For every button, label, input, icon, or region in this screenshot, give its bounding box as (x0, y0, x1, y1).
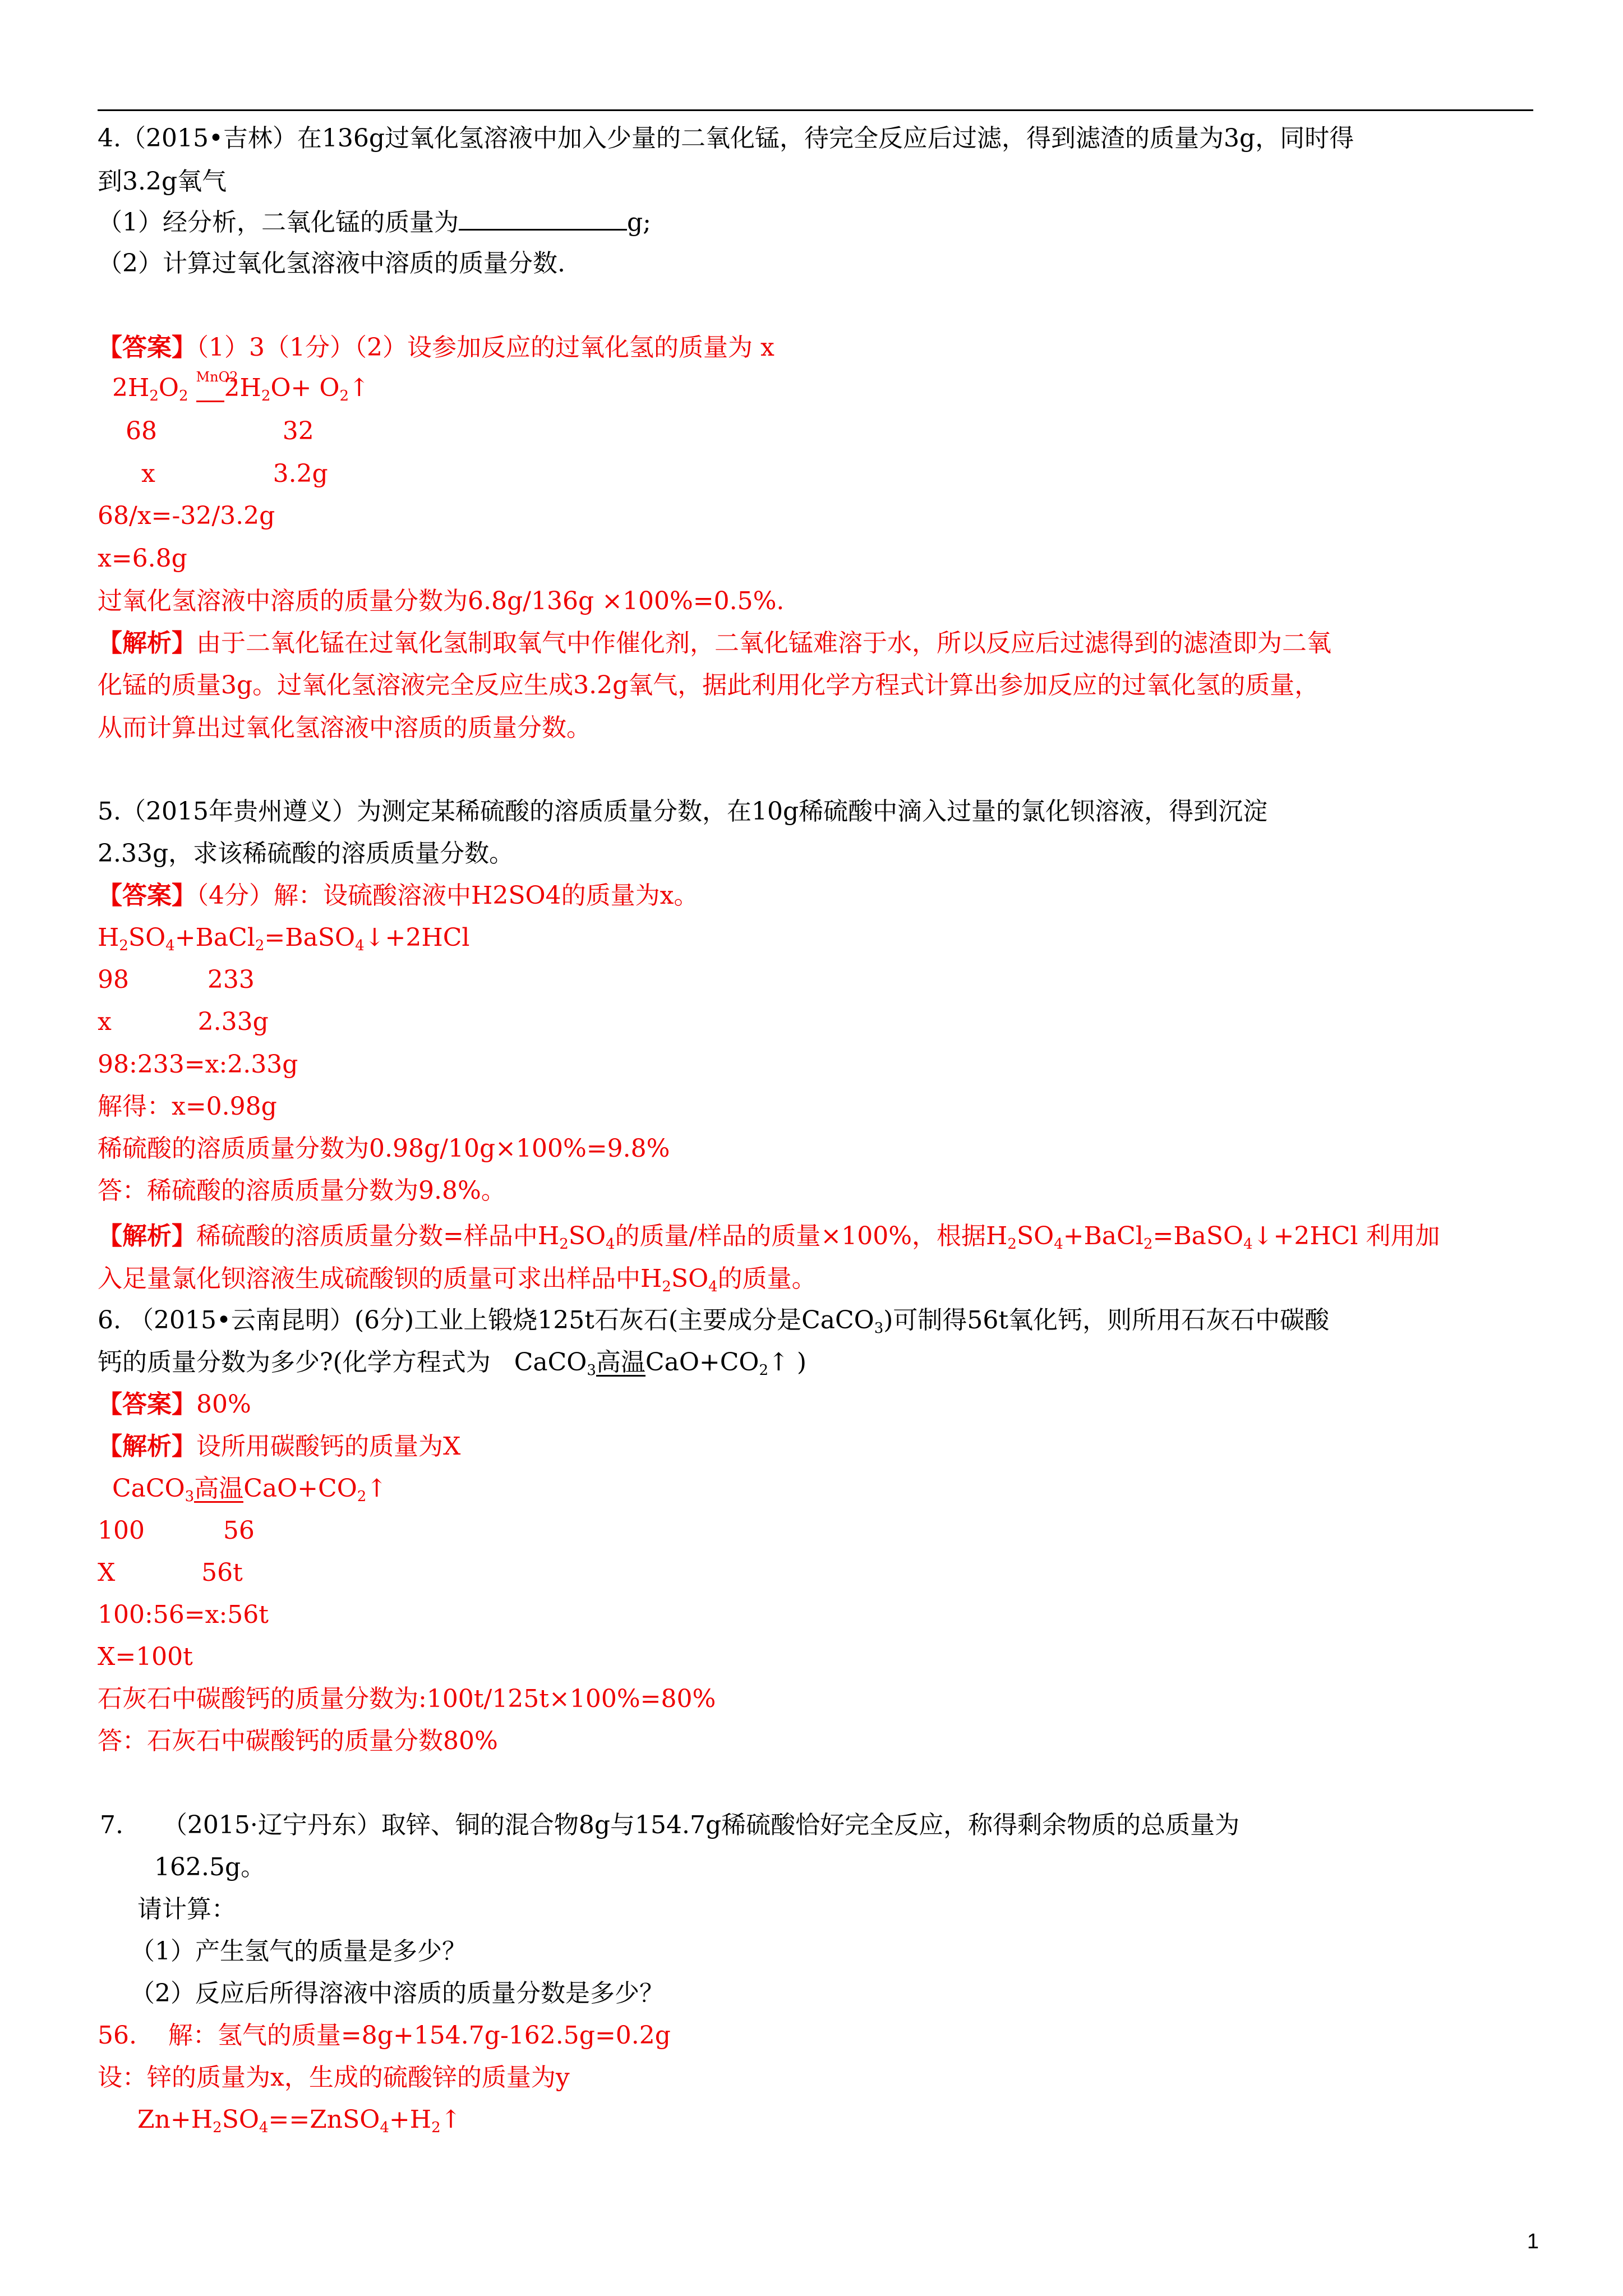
answer-blank[interactable] (459, 206, 627, 231)
q4-answer: 【答案】（1）3（1分）（2）设参加反应的过氧化氢的质量为 x (98, 333, 774, 362)
high-temp-condition: 高温 (596, 1348, 645, 1377)
q6-explanation: 【解析】设所用碳酸钙的质量为X (98, 1432, 461, 1461)
q6-answer: 【答案】80% (98, 1390, 251, 1419)
q5-explanation-line-1: 【解析】稀硫酸的溶质质量分数=样品中$H_2SO_4$的质量/样品的质量×100%，根据$H_2SO_4+BaCl_2=BaSO_4↓+2HCl$ 利用加 (98, 1222, 1440, 1253)
q4-ratio: 68/x=-32/3.2g (98, 501, 275, 530)
q6-molar-masses: 100 56 (98, 1516, 255, 1545)
q5-molar-masses: 98 233 (98, 965, 255, 994)
q5-equation: $H_2SO_4+BaCl_2=BaSO_4↓+2HCl$ (98, 923, 470, 954)
q7-equation: $Zn+H_2SO_4==ZnSO_4+H_2↑$ (137, 2105, 462, 2136)
q5-calculation: 稀硫酸的溶质质量分数为0.98g/10g×100%=9.8% (98, 1134, 670, 1163)
q6-quantities: X 56t (98, 1558, 243, 1587)
q4-stem-line-2: 到3.2g氧气 (98, 167, 227, 196)
page-number: 1 (1527, 2230, 1539, 2253)
q5-stem-line-1: 5.（2015年贵州遵义）为测定某稀硫酸的溶质质量分数，在10g稀硫酸中滴入过量的氯化钡溶液，得到沉淀 (98, 797, 1268, 826)
q4-explanation-line-1: 【解析】由于二氧化锰在过氧化氢制取氧气中作催化剂，二氧化锰难溶于水，所以反应后过滤得到的滤渣即为二氧 (98, 629, 1331, 657)
q5-answer: 【答案】（4分）解：设硫酸溶液中H2SO4的质量为x。 (98, 881, 699, 910)
q4-quantities: x 3.2g (126, 459, 328, 488)
q7-prompt: 请计算： (137, 1895, 236, 1924)
q6-calculation: 石灰石中碳酸钙的质量分数为:100t/125t×100%=80% (98, 1685, 716, 1713)
q4-stem-line-1: 4.（2015•吉林）在136g过氧化氢溶液中加入少量的二氧化锰，待完全反应后过滤，得到滤渣的质量为3g，同时得 (98, 124, 1354, 153)
q6-stem-line-1: 6. （2015•云南昆明）(6分)工业上锻烧125t石灰石(主要成分是CaCO$_3$)可制得56t氧化钙，则所用石灰石中碳酸 (98, 1306, 1330, 1337)
q5-explanation-line-2: 入足量氯化钡溶液生成硫酸钡的质量可求出样品中$H_2SO_4$的质量。 (98, 1264, 817, 1295)
q4-subquestion-2: （2）计算过氧化氢溶液中溶质的质量分数. (98, 249, 565, 278)
header-rule (98, 109, 1533, 111)
q7-subquestion-1: （1）产生氢气的质量是多少？ (130, 1937, 467, 1966)
q6-result: X=100t (98, 1642, 193, 1671)
q7-solution-line-2: 设：锌的质量为x，生成的硫酸锌的质量为y (98, 2063, 570, 2092)
catalyst-condition: MnO2 (196, 376, 224, 402)
q5-stem-line-2: 2.33g，求该稀硫酸的溶质质量分数。 (98, 839, 514, 868)
q6-ratio: 100:56=x:56t (98, 1600, 269, 1629)
q4-explanation-line-2: 化锰的质量3g。过氧化氢溶液完全反应生成3.2g氧气，据此利用化学方程式计算出参加反应的过氧化氢的质量， (98, 671, 1320, 700)
q4-explanation-line-3: 从而计算出过氧化氢溶液中溶质的质量分数。 (98, 714, 591, 742)
q4-molar-masses: 68 32 (126, 417, 314, 445)
q6-equation: CaCO$_3$高温$CaO+CO_2↑$ (112, 1474, 388, 1505)
q7-subquestion-2: （2）反应后所得溶液中溶质的质量分数是多少？ (130, 1979, 664, 2008)
q6-final-answer: 答：石灰石中碳酸钙的质量分数80% (98, 1727, 498, 1755)
q5-ratio: 98:233=x:2.33g (98, 1050, 298, 1079)
q7-stem-line-2: 162.5g。 (154, 1853, 266, 1881)
q5-quantities: x 2.33g (98, 1007, 269, 1036)
q4-equation: $2H_2O_2$ MnO2 $2H_2O+$ $O_2↑$ (112, 369, 370, 404)
q5-final-answer: 答：稀硫酸的溶质质量分数为9.8%。 (98, 1176, 506, 1205)
q4-result: x=6.8g (98, 544, 187, 573)
q7-solution-line-1: 56. 解：氢气的质量=8g+154.7g-162.5g=0.2g (98, 2021, 671, 2050)
q6-stem-line-2: 钙的质量分数为多少?(化学方程式为 CaCO$_3$高温$CaO+CO_2↑$ ) (98, 1348, 807, 1379)
q7-stem-line-1: 7. （2015·辽宁丹东）取锌、铜的混合物8g与154.7g稀硫酸恰好完全反应，称得剩余物质的总质量为 (100, 1811, 1240, 1839)
high-temp-condition-2: 高温 (194, 1474, 244, 1503)
q4-conclusion: 过氧化氢溶液中溶质的质量分数为6.8g/136g ×100%=0.5%. (98, 587, 785, 615)
q4-subquestion-1: （1）经分析，二氧化锰的质量为 g; (98, 205, 651, 241)
q5-result: 解得：x=0.98g (98, 1092, 277, 1121)
